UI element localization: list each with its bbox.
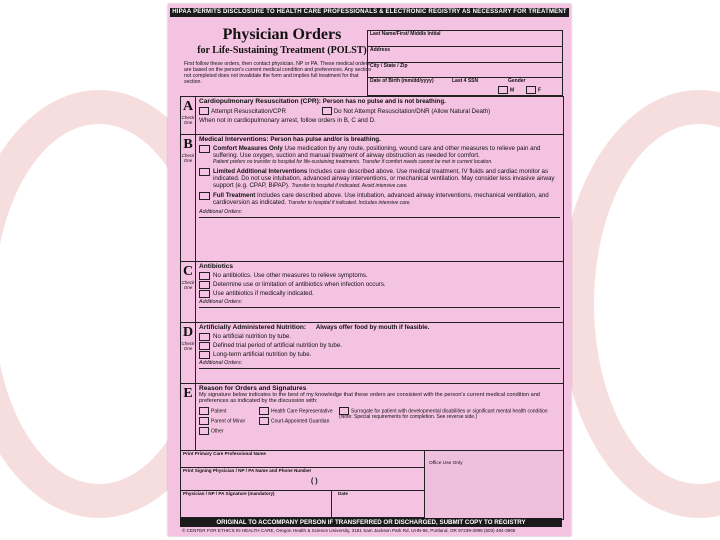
dnr-checkbox[interactable]: Do Not Attempt Resuscitation/DNR (Allow Natural Death) (322, 108, 490, 115)
longterm-nutrition-checkbox[interactable] (199, 351, 210, 359)
cpr-attempt-checkbox[interactable]: Attempt Resuscitation/CPR (199, 108, 286, 115)
patient-info-box (367, 30, 563, 96)
section-b-heading-note: Person has pulse and/or is breathing. (270, 136, 381, 143)
section-a-letter: A Check One (181, 97, 196, 134)
form-title: Physician Orders (222, 26, 342, 43)
section-e-heading: Reason for Orders and Signatures (199, 385, 307, 392)
dob-row (368, 78, 562, 95)
section-d-letter: D Check One (181, 323, 196, 383)
section-d (180, 322, 564, 384)
section-c-letter: C Check One (181, 262, 196, 322)
section-e (180, 383, 564, 451)
section-b-letter: B Check One (181, 135, 196, 261)
section-e-letter: E (181, 384, 196, 450)
signing-physician-field[interactable]: Print Signing Physician / NP / PA Name and Phone Number ( ) (180, 467, 434, 491)
no-nutrition-option[interactable]: No artificial nutrition by tube. (199, 333, 560, 340)
section-b (180, 134, 564, 262)
longterm-nutrition-option[interactable]: Long-term artificial nutrition by tube. (199, 351, 560, 358)
office-use-box: Office Use Only (424, 450, 564, 520)
limited-interventions-checkbox[interactable] (199, 168, 210, 176)
section-c-heading: Antibiotics (199, 263, 234, 270)
background-arc-right (560, 90, 720, 518)
physician-signature-field[interactable]: Physician / NP / PA Signature (mandatory) Date (180, 490, 434, 518)
determine-antibiotics-option[interactable]: Determine use or limitation of antibiotics when infection occurs. (199, 281, 560, 288)
other-checkbox[interactable]: Other (199, 427, 224, 435)
guardian-checkbox[interactable]: Court-Appointed Guardian (259, 417, 329, 425)
section-d-heading-note: Always offer food by mouth if feasible. (315, 324, 430, 331)
comfort-measures-checkbox[interactable] (199, 145, 210, 153)
no-antibiotics-checkbox[interactable] (199, 272, 210, 280)
parent-checkbox[interactable]: Parent of Minor (199, 417, 245, 425)
use-antibiotics-checkbox[interactable] (199, 290, 210, 298)
dob-label: Date of Birth (mm/dd/yyyy) (370, 78, 434, 84)
section-d-heading: Artificially Administered Nutrition: (199, 324, 307, 331)
section-c (180, 261, 564, 323)
section-a-note: When not in cardiopulmonary arrest, follow orders in B, C and D. (199, 117, 376, 124)
no-antibiotics-option[interactable]: No antibiotics. Use other measures to relieve symptoms. (199, 272, 560, 279)
address-field[interactable]: Address (368, 47, 562, 63)
ssn-label: Last 4 SSN (452, 78, 479, 84)
patient-checkbox[interactable]: Patient (199, 407, 227, 415)
gender-male-option[interactable]: M (498, 86, 514, 94)
section-d-additional-orders[interactable]: Additional Orders: (199, 360, 560, 369)
gender-label: Gender (508, 78, 526, 84)
section-a-heading: Cardiopulmonary Resuscitation (CPR): (199, 98, 321, 105)
surrogate-checkbox[interactable]: Surrogate for patient with developmental disabilities or significant mental health condition (Note: Special requirements for completion. See reverse side.) (339, 408, 548, 420)
section-c-additional-orders[interactable]: Additional Orders: (199, 299, 560, 308)
use-antibiotics-option[interactable]: Use antibiotics if medically indicated. (199, 290, 560, 297)
trial-nutrition-option[interactable]: Defined trial period of artificial nutrition by tube. (199, 342, 560, 349)
footer-bar: ORIGINAL TO ACCOMPANY PERSON IF TRANSFERRED OR DISCHARGED, SUBMIT COPY TO REGISTRY (180, 518, 562, 527)
no-nutrition-checkbox[interactable] (199, 333, 210, 341)
hipaa-header-bar: HIPAA PERMITS DISCLOSURE TO HEALTH CARE PROFESSIONALS & ELECTRONIC REGISTRY AS NECESSARY FOR TREATMENT (170, 8, 569, 17)
patient-name-field[interactable]: Last Name/First/ Middle Initial (368, 31, 562, 47)
footer-note: © CENTER FOR ETHICS IN HEALTH CARE, Oregon Health & Science University, 3181 Sam Jackson Park Rd, UHN-86, Portland, OR 97239-3098 (503) 494-3965 (182, 528, 516, 533)
hc-representative-checkbox[interactable]: Health Care Representative (259, 407, 333, 415)
section-a-heading-note: Person has no pulse and is not breathing. (322, 98, 446, 105)
full-treatment-checkbox[interactable] (199, 192, 210, 200)
trial-nutrition-checkbox[interactable] (199, 342, 210, 350)
city-field[interactable]: City / State / Zip (368, 63, 562, 78)
section-a (180, 96, 564, 135)
date-field[interactable]: Date (331, 491, 348, 517)
comfort-measures-option[interactable]: Comfort Measures Only Use medication by any route, positioning, wound care and other measures to relieve pain and suffering. Use oxygen, suction and manual treatment of airway obstruction as needed for comfort. Patient prefers no transfer to hospital for life-sustaining treatments. Transfer if comfort needs cannot be met in current location. (199, 145, 560, 166)
determine-antibiotics-checkbox[interactable] (199, 281, 210, 289)
polst-form-page (168, 4, 571, 536)
primary-care-name-field[interactable]: Print Primary Care Professional Name (180, 450, 434, 468)
form-subtitle: for Life-Sustaining Treatment (POLST) (197, 45, 367, 56)
section-b-additional-orders[interactable]: Additional Orders: (199, 209, 560, 218)
section-e-text: My signature below indicates to the best of my knowledge that these orders are consistent with the person's current medical condition and preferences as indicated by the discussion with: (199, 392, 540, 405)
gender-female-option[interactable]: F (526, 86, 541, 94)
intro-text: First follow these orders, then contact physician, NP or PA. These medical orders are based on the person's current medical condition and preferences. Any section not completed does not invalidate the form and implies full treatment for that section. (184, 61, 372, 85)
limited-interventions-option[interactable]: Limited Additional Interventions Includes care described above. Use medical treatment, IV fluids and cardiac monitor as indicated. Do not use intubation, advanced airway interventions, or mechanical ventilation. May consider less invasive airway support (e.g. CPAP, BiPAP). Transfer to hospital if indicated. Avoid intensive care. (199, 168, 560, 190)
full-treatment-option[interactable]: Full Treatment Includes care described above. Use intubation, advanced airway interventions, mechanical ventilation, and cardioversion as indicated. Transfer to hospital if indicated. Includes intensive care. (199, 192, 560, 207)
section-b-heading: Medical Interventions: (199, 136, 269, 143)
